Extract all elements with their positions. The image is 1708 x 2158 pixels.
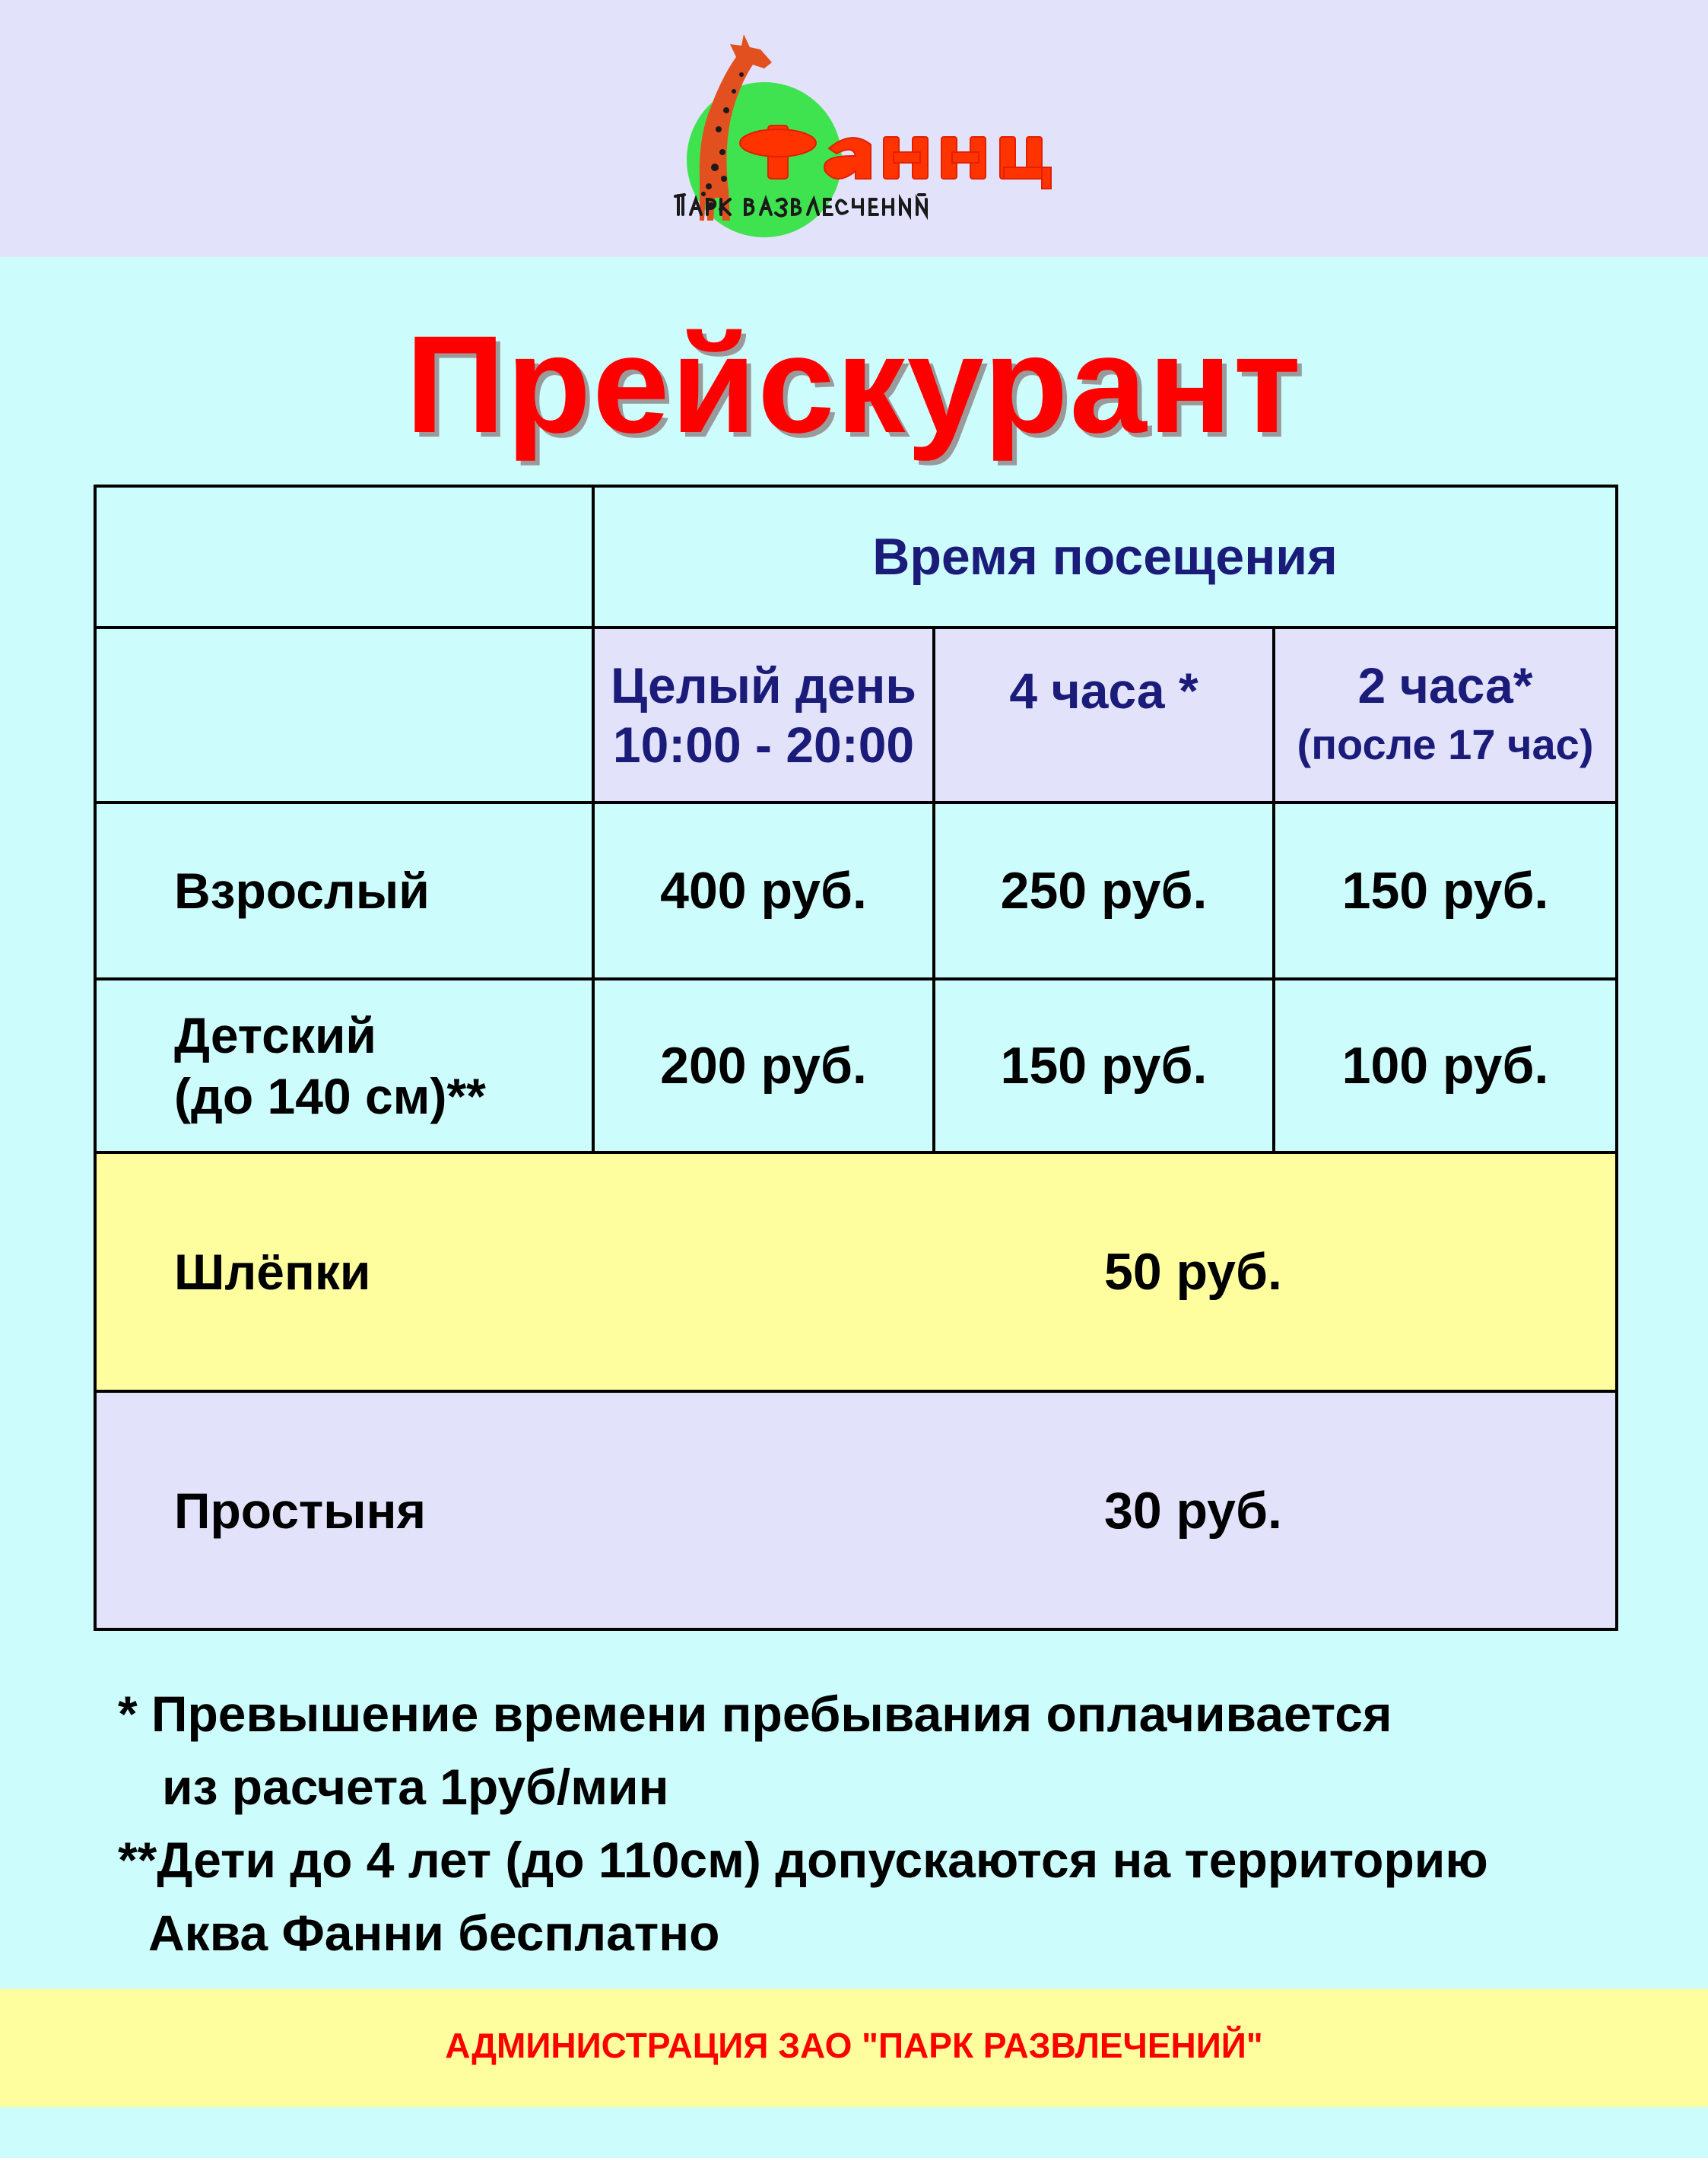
giraffe-logo-icon	[608, 15, 1065, 243]
table-corner-cell	[95, 486, 593, 628]
column-header-4-hours	[934, 628, 1274, 802]
footnote-line: * Превышение времени пребывания оплачивается	[118, 1686, 1392, 1742]
footnote-line: из расчета 1руб/мин	[162, 1759, 669, 1815]
table-subheader-row	[95, 628, 1617, 802]
price-cell: 150 руб.	[934, 979, 1274, 1152]
row-label-adult: Взрослый	[95, 802, 593, 979]
price-sheet: 30 руб.	[593, 1391, 1617, 1629]
footnote-line: Аква Фанни бесплатно	[148, 1905, 720, 1961]
column-header-subline: (после 17 час)	[1297, 720, 1594, 768]
row-label-line: Детский	[174, 1007, 376, 1063]
column-header-line: 10:00 - 20:00	[612, 717, 915, 773]
price-table	[94, 485, 1618, 1631]
row-label-sheet: Простыня	[95, 1391, 593, 1629]
price-cell: 100 руб.	[1274, 979, 1617, 1152]
footnotes	[118, 1677, 1639, 1969]
row-label-child	[95, 979, 593, 1152]
price-cell: 400 руб.	[593, 802, 934, 979]
table-row-slippers	[95, 1152, 1617, 1391]
table-row-sheet	[95, 1391, 1617, 1629]
column-header-line: 2 часа*	[1357, 657, 1533, 714]
footer-admin-text: АДМИНИСТРАЦИЯ ЗАО "ПАРК РАЗВЛЕЧЕНИЙ"	[445, 2026, 1263, 2065]
row-label-line: (до 140 см)**	[174, 1068, 486, 1124]
page-title: Прейскурант	[405, 307, 1303, 462]
column-header-full-day	[593, 628, 934, 802]
price-cell: 150 руб.	[1274, 802, 1617, 979]
table-row	[95, 979, 1617, 1152]
table-header-row	[95, 486, 1617, 628]
column-header-line: 4 часа *	[1009, 663, 1198, 719]
row-label-slippers: Шлёпки	[95, 1152, 593, 1391]
footnote-line: **Дети до 4 лет (до 110см) допускаются на территорию	[118, 1832, 1488, 1888]
table-row	[95, 802, 1617, 979]
visit-time-header: Время посещения	[593, 486, 1617, 628]
price-cell: 250 руб.	[934, 802, 1274, 979]
column-header-line: Целый день	[611, 657, 916, 714]
price-slippers: 50 руб.	[593, 1152, 1617, 1391]
column-header-2-hours	[1274, 628, 1617, 802]
logo	[608, 15, 1065, 243]
table-empty-cell	[95, 628, 593, 802]
price-cell: 200 руб.	[593, 979, 934, 1152]
